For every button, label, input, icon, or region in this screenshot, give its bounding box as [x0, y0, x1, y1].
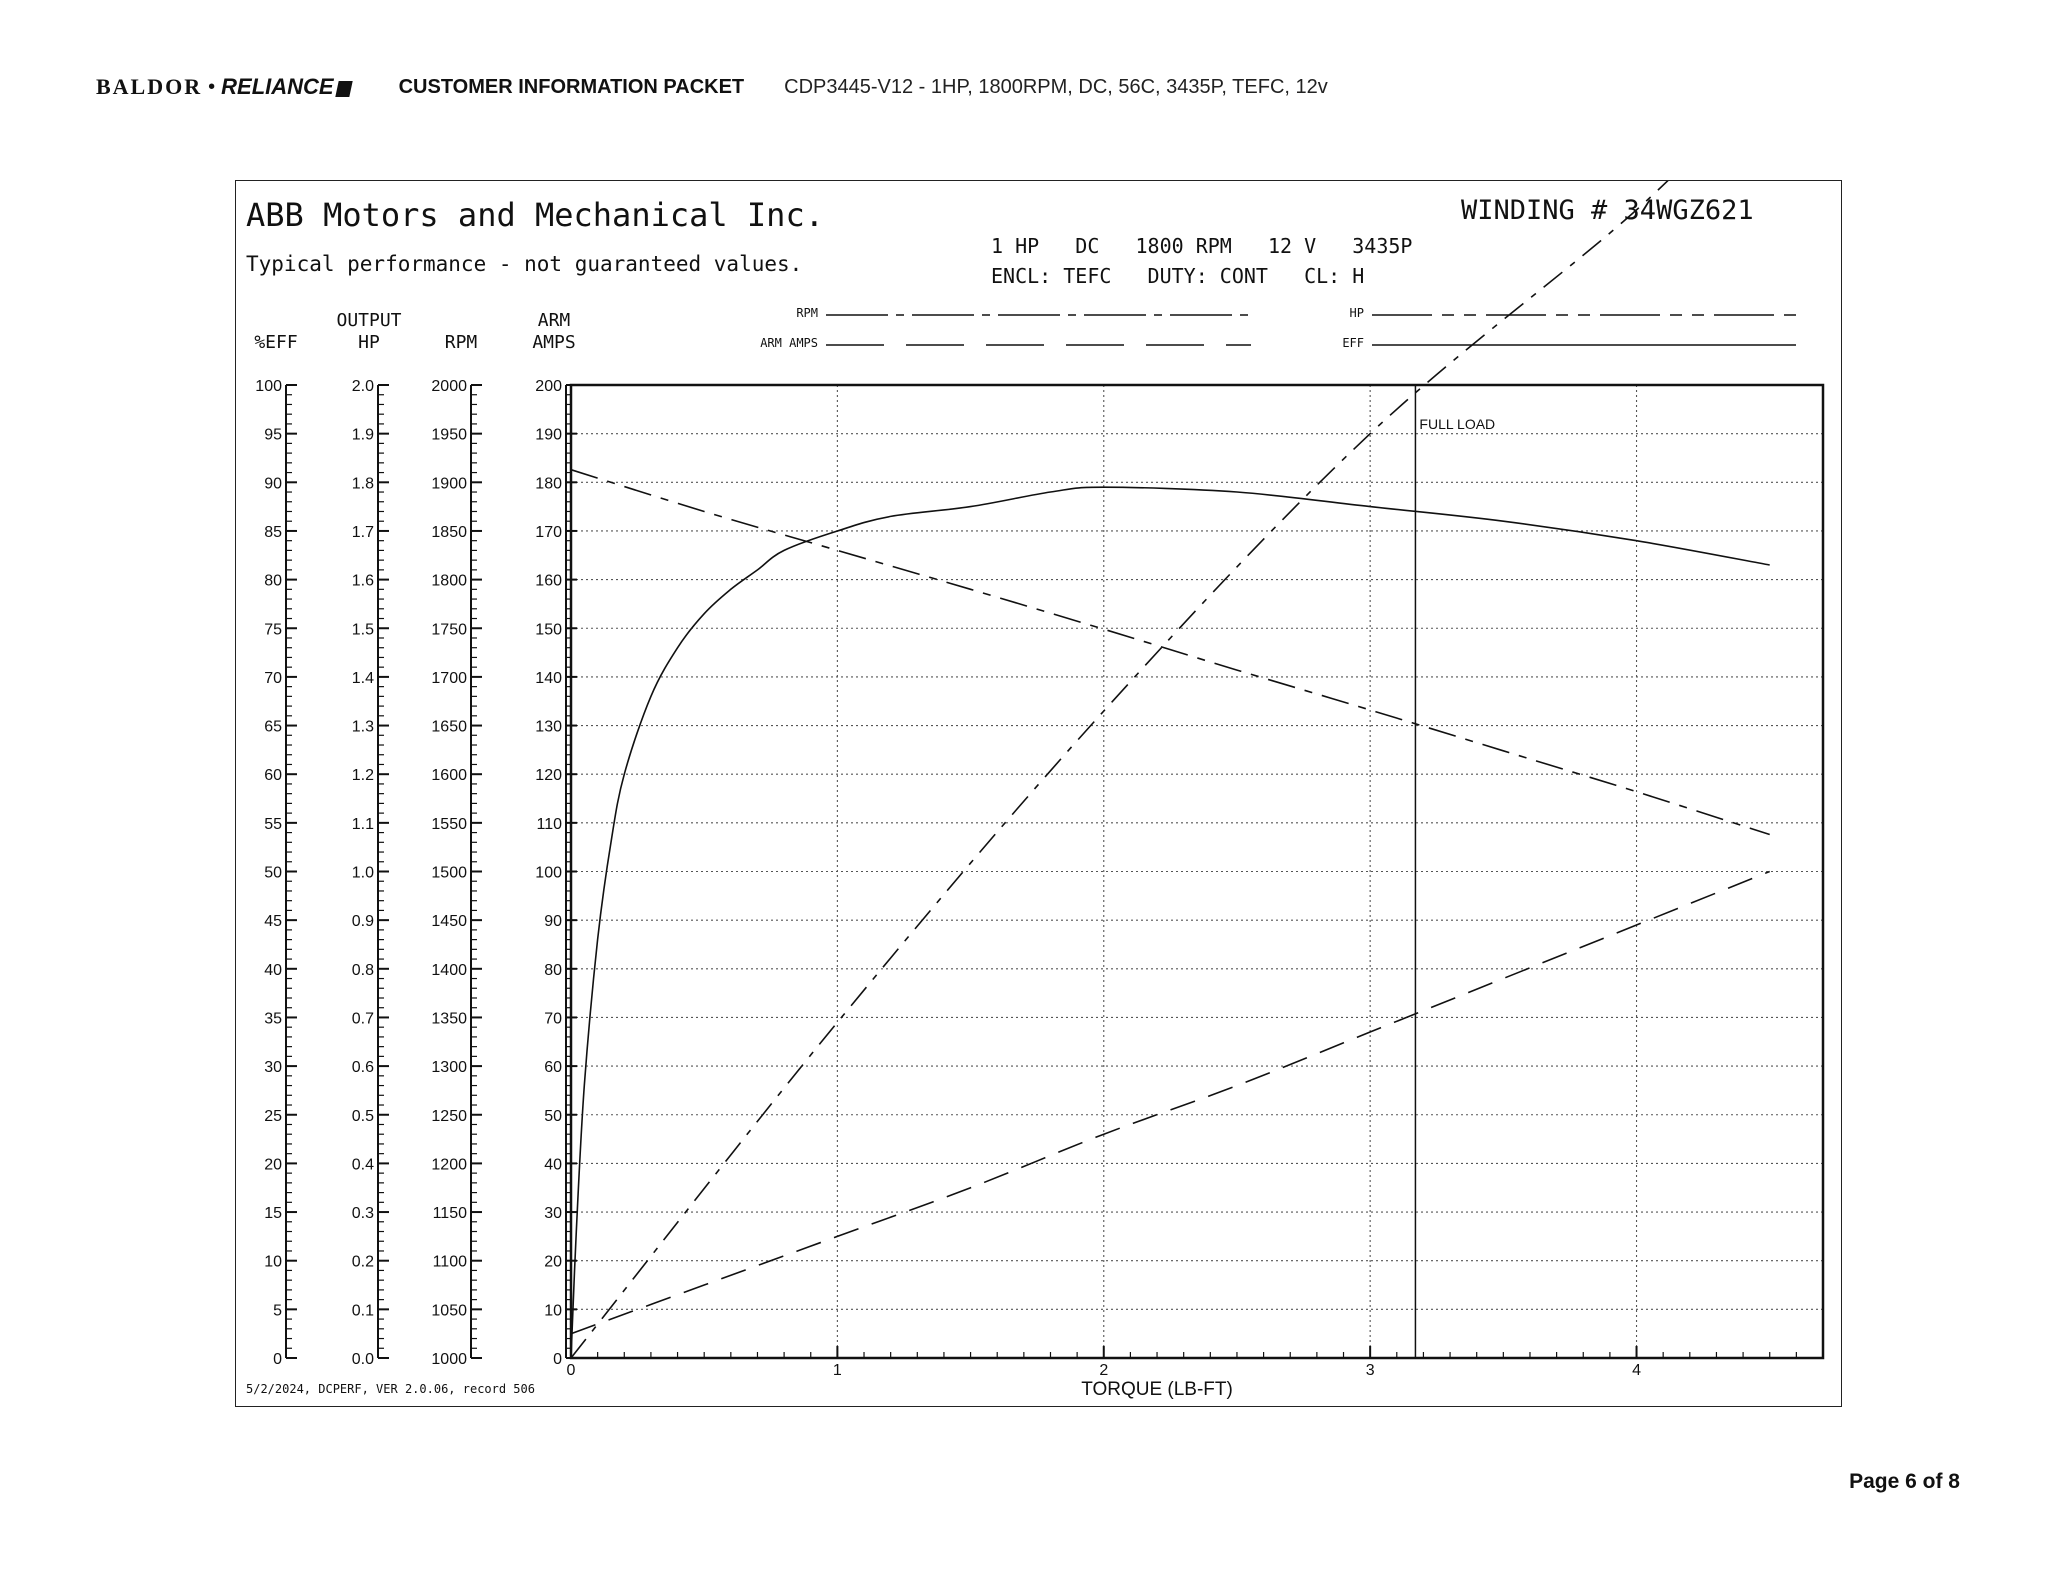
axis-3-tick-label: 90: [544, 913, 562, 931]
axis-0-tick-label: 60: [264, 767, 282, 785]
axis-0-tick-label: 5: [273, 1302, 282, 1320]
axis-1-tick-label: 0.8: [351, 961, 374, 979]
axis-1-tick-label: 0.3: [351, 1205, 374, 1223]
axis-2-tick-label: 1850: [431, 523, 467, 541]
axis-3-tick-label: 190: [535, 426, 562, 444]
axis-0-tick-label: 90: [264, 475, 282, 493]
axis-2-tick-label: 1650: [431, 718, 467, 736]
axis-titles: [254, 310, 575, 353]
brand-baldor: BALDOR: [96, 74, 203, 99]
axis-2-tick-label: 1000: [431, 1351, 467, 1368]
axis-1-tick-label: 0.0: [351, 1351, 374, 1368]
axis-0-tick-label: 40: [264, 961, 282, 979]
axis-2-tick-label: 1300: [431, 1059, 467, 1077]
torque-axis: [567, 1346, 1823, 1379]
chart-series: [571, 181, 1770, 1358]
chart-subtitle: Typical performance - not guaranteed values.: [246, 252, 803, 276]
rating-line-2: ENCL: TEFC DUTY: CONT CL: H: [991, 264, 1365, 288]
axis-1-tick-label: 0.9: [351, 913, 374, 931]
packet-title: CUSTOMER INFORMATION PACKET: [398, 75, 745, 98]
axis-1-tick-label: 0.6: [351, 1059, 374, 1077]
chart-grid: [571, 385, 1823, 1358]
axis-2-tick-label: 1450: [431, 913, 467, 931]
series-line-0: [571, 487, 1770, 1358]
axis-1-tick-label: 1.3: [351, 718, 374, 736]
axis-title-rpm: RPM: [444, 332, 478, 353]
axis-2-tick-label: 1050: [431, 1302, 467, 1320]
axis-0-tick-label: 10: [264, 1253, 282, 1271]
axis-3-tick-label: 170: [535, 523, 562, 541]
axis-0-tick-label: 0: [273, 1351, 282, 1368]
axis-2-tick-label: 1700: [431, 669, 467, 687]
reliance-logo-mark-icon: [335, 81, 352, 97]
axis-2-tick-label: 1800: [431, 572, 467, 590]
axis-3-tick-label: 0: [553, 1351, 562, 1368]
axis-3-tick-label: 180: [535, 475, 562, 493]
axis-2-tick-label: 1550: [431, 815, 467, 833]
axis-1-tick-label: 1.4: [351, 669, 374, 687]
axis-2-tick-label: 1400: [431, 961, 467, 979]
axis-2-tick-label: 1950: [431, 426, 467, 444]
full-load-label: FULL LOAD: [1419, 415, 1496, 432]
axis-3-tick-label: 50: [544, 1107, 562, 1125]
company-name: ABB Motors and Mechanical Inc.: [246, 196, 824, 234]
performance-chart-svg: [236, 181, 1841, 1406]
axis-3-tick-label: 160: [535, 572, 562, 590]
performance-chart: [235, 180, 1842, 1407]
axis-3-tick-label: 20: [544, 1253, 562, 1271]
axis-0-tick-label: 15: [264, 1205, 282, 1223]
axis-3-tick-label: 130: [535, 718, 562, 736]
axis-2-tick-label: 1350: [431, 1010, 467, 1028]
axis-3-tick-label: 140: [535, 669, 562, 687]
axis-1-tick-label: 2.0: [351, 378, 374, 395]
axis-title-output: OUTPUT: [336, 310, 402, 331]
axis-0-tick-label: 55: [264, 815, 282, 833]
axis-1-tick-label: 1.0: [351, 864, 374, 882]
legend-label-rpm: RPM: [796, 306, 818, 320]
axis-1-tick-label: 1.5: [351, 621, 374, 639]
axis-3-tick-label: 120: [535, 767, 562, 785]
x-tick-label: 1: [832, 1362, 842, 1379]
axis-1-tick-label: 0.4: [351, 1156, 374, 1174]
model-description: CDP3445-V12 - 1HP, 1800RPM, DC, 56C, 3435P, TEFC, 12v: [784, 75, 1328, 98]
chart-footnote: 5/2/2024, DCPERF, VER 2.0.06, record 506: [246, 1382, 535, 1396]
axis-title-hp: HP: [358, 332, 380, 353]
x-tick-label: 2: [1099, 1362, 1109, 1379]
axis-3-tick-label: 100: [535, 864, 562, 882]
axis-0-tick-label: 75: [264, 621, 282, 639]
axis-1-tick-label: 0.1: [351, 1302, 374, 1320]
series-line-1: [571, 181, 1770, 1358]
axis-3-tick-label: 30: [544, 1205, 562, 1223]
axis-title-arm: ARM: [537, 310, 571, 331]
axis-0-tick-label: 70: [264, 669, 282, 687]
x-tick-label: 0: [566, 1362, 576, 1379]
axis-2-tick-label: 1600: [431, 767, 467, 785]
axis-2-tick-label: 1100: [432, 1253, 467, 1271]
axis-0-tick-label: 95: [264, 426, 282, 444]
winding-number: WINDING # 34WGZ621: [1461, 195, 1754, 226]
brand-reliance: RELIANCE: [221, 74, 334, 99]
axis-2-tick-label: 2000: [431, 378, 467, 395]
axis-0-tick-label: 20: [264, 1156, 282, 1174]
brand-separator: •: [208, 75, 216, 98]
axis-2-tick-label: 1150: [432, 1205, 467, 1223]
axis-0-tick-label: 35: [264, 1010, 282, 1028]
page-number: Page 6 of 8: [1849, 1470, 1960, 1493]
legend-label-eff: EFF: [1342, 336, 1364, 350]
axis-title-amps: AMPS: [532, 332, 576, 353]
chart-legend: [760, 306, 1796, 350]
axis-0-tick-label: 65: [264, 718, 282, 736]
axis-2-tick-label: 1750: [431, 621, 467, 639]
legend-label-hp: HP: [1349, 306, 1364, 320]
axis-1-tick-label: 0.7: [351, 1010, 374, 1028]
axis-1-tick-label: 1.9: [351, 426, 374, 444]
axis-0-tick-label: 25: [264, 1107, 282, 1125]
axis-1-tick-label: 0.2: [351, 1253, 374, 1271]
axis-1-tick-label: 1.8: [351, 475, 374, 493]
axis-3-tick-label: 80: [544, 961, 562, 979]
x-axis-title: TORQUE (LB-FT): [1081, 1379, 1233, 1400]
x-tick-label: 4: [1632, 1362, 1641, 1379]
page-header: [96, 72, 1328, 102]
axis-0-tick-label: 100: [255, 378, 282, 395]
axis-2-tick-label: 1250: [431, 1107, 467, 1125]
axis-2-tick-label: 1900: [431, 475, 467, 493]
x-tick-label: 3: [1365, 1362, 1375, 1379]
axis-1-tick-label: 1.1: [351, 815, 374, 833]
axis-1-tick-label: 1.7: [351, 523, 374, 541]
axis-3-tick-label: 150: [535, 621, 562, 639]
value-axes: [255, 378, 577, 1368]
axis-3-tick-label: 10: [544, 1302, 562, 1320]
axis-3-tick-label: 200: [535, 378, 562, 395]
axis-2-tick-label: 1500: [431, 864, 467, 882]
axis-3-tick-label: 40: [544, 1156, 562, 1174]
axis-3-tick-label: 60: [544, 1059, 562, 1077]
axis-1-tick-label: 1.6: [351, 572, 374, 590]
axis-1-tick-label: 0.5: [351, 1107, 374, 1125]
axis-0-tick-label: 80: [264, 572, 282, 590]
axis-1-tick-label: 1.2: [351, 767, 374, 785]
series-line-3: [571, 872, 1770, 1334]
axis-0-tick-label: 30: [264, 1059, 282, 1077]
axis-0-tick-label: 85: [264, 523, 282, 541]
rating-line-1: 1 HP DC 1800 RPM 12 V 3435P: [991, 234, 1413, 258]
axis-3-tick-label: 70: [544, 1010, 562, 1028]
series-line-2: [571, 470, 1770, 835]
legend-label-arm-amps: ARM AMPS: [760, 336, 818, 350]
axis-2-tick-label: 1200: [431, 1156, 467, 1174]
axis-title-eff: %EFF: [254, 332, 298, 353]
axis-3-tick-label: 110: [536, 815, 562, 833]
axis-0-tick-label: 50: [264, 864, 282, 882]
axis-0-tick-label: 45: [264, 913, 282, 931]
